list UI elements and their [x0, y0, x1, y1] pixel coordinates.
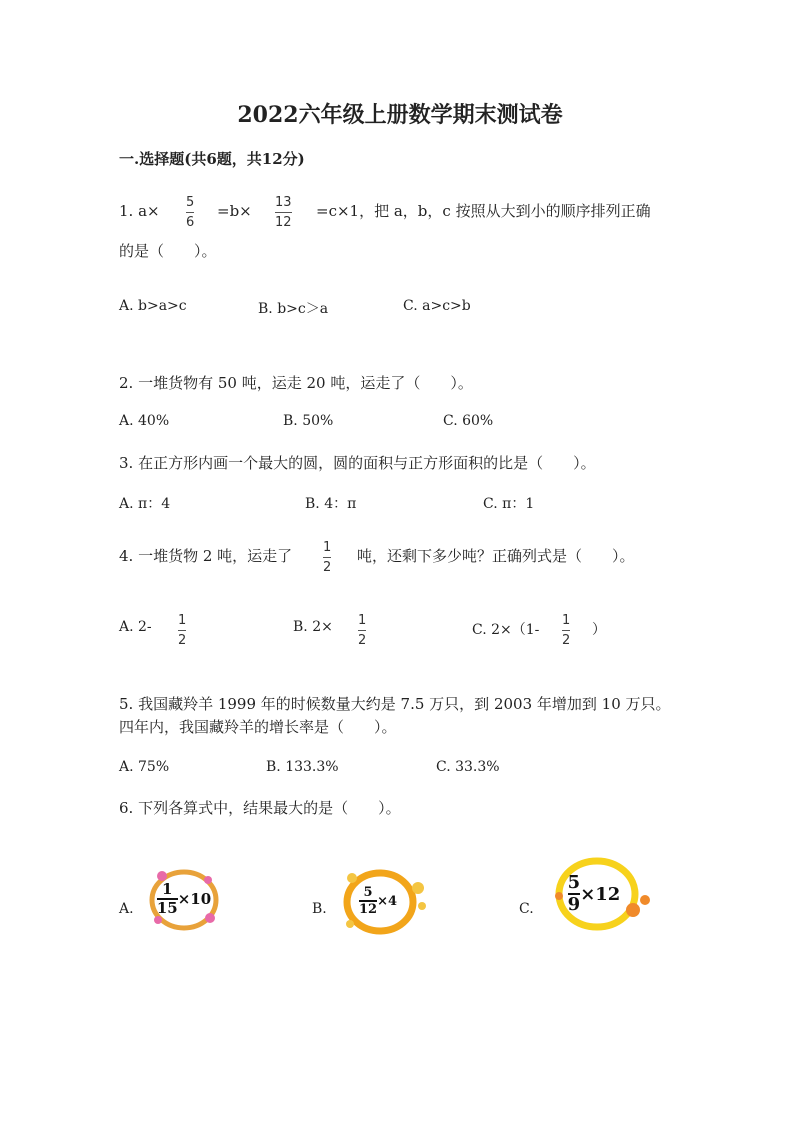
- multiplier: ×12: [580, 883, 621, 905]
- q4-text-part2: 吨，还剩下多少吨？正确列式是（ ）。: [357, 547, 635, 565]
- q6-text: 6. 下列各算式中，结果最大的是（ ）。: [119, 799, 401, 817]
- fraction-den: 15: [156, 899, 178, 917]
- fraction-den: 2: [178, 633, 187, 648]
- q2-option-c[interactable]: C. 60%: [443, 413, 494, 429]
- fraction-den: 2: [358, 633, 367, 648]
- q4-option-c-label: C. 2×（1-: [472, 622, 540, 638]
- fraction-bar: [178, 630, 186, 631]
- q5-option-c[interactable]: C. 33.3%: [436, 759, 500, 775]
- fraction-den: 12: [358, 902, 378, 917]
- page-title: 2022六年级上册数学期末测试卷: [237, 102, 563, 128]
- fraction-num: 5: [567, 872, 581, 893]
- q6-option-b-expression: [332, 866, 432, 936]
- fraction-num: 1: [562, 613, 571, 628]
- q6-option-a[interactable]: A.: [119, 901, 134, 917]
- q4-fraction-num: 1: [323, 540, 332, 555]
- fraction-bar: [275, 212, 292, 213]
- q6-option-a-expression: [146, 866, 222, 932]
- q6-option-c-badge[interactable]: [545, 856, 657, 932]
- fraction-num: 1: [358, 613, 367, 628]
- q1-fraction-2-den: 12: [275, 215, 292, 230]
- q1-option-a[interactable]: A. b>a>c: [119, 298, 187, 314]
- q1-text-part3: =c×1，把 a，b，c 按照从大到小的顺序排列正确: [316, 202, 651, 220]
- q4-fraction-den: 2: [323, 560, 332, 575]
- fraction-den: 9: [567, 894, 581, 915]
- fraction-bar: [562, 630, 570, 631]
- q3-option-c[interactable]: C. π：1: [483, 496, 535, 512]
- q1-option-c[interactable]: C. a>c>b: [403, 298, 471, 314]
- fraction-num: 1: [178, 613, 187, 628]
- q6-option-b-badge[interactable]: [332, 866, 432, 936]
- fraction-num: 5: [363, 885, 373, 900]
- q4-option-c-tail: ）: [592, 622, 606, 638]
- fraction-bar: [358, 630, 366, 631]
- q6-option-c[interactable]: C.: [519, 901, 534, 917]
- q1-fraction-1: [186, 194, 194, 231]
- q4-option-b-label: B. 2×: [293, 619, 333, 635]
- q6-option-a-badge[interactable]: [146, 866, 222, 932]
- q5-option-a[interactable]: A. 75%: [119, 759, 170, 775]
- q2-text: 2. 一堆货物有 50 吨，运走 20 吨，运走了（ ）。: [119, 374, 473, 392]
- q4-text-part1: 4. 一堆货物 2 吨，运走了: [119, 547, 293, 565]
- q4-option-b[interactable]: [293, 619, 333, 635]
- q1-fraction-1-den: 6: [186, 215, 195, 230]
- q4-option-c[interactable]: [472, 619, 539, 639]
- fraction-num: 1: [162, 880, 173, 898]
- q1-text-line2: 的是（ ）。: [119, 242, 217, 260]
- q4-option-b-fraction: [358, 612, 366, 649]
- q1-fraction-2-num: 13: [275, 195, 292, 210]
- q1-text-part2: =b×: [217, 202, 252, 220]
- fraction-bar: [323, 557, 331, 558]
- q4-option-a[interactable]: [119, 619, 152, 635]
- q3-option-a[interactable]: A. π：4: [119, 496, 171, 512]
- q4-fraction: [323, 539, 331, 576]
- q1-fraction-2: [275, 194, 292, 231]
- q4-option-c-fraction: [562, 612, 570, 649]
- q2-option-a[interactable]: A. 40%: [119, 413, 170, 429]
- q5-text-line1: 5. 我国藏羚羊 1999 年的时候数量大约是 7.5 万只，到 2003 年增加到 10 万只。: [119, 695, 671, 713]
- multiplier: ×4: [377, 893, 398, 909]
- q3-text: 3. 在正方形内画一个最大的圆，圆的面积与正方形面积的比是（ ）。: [119, 454, 596, 472]
- fraction-bar: [186, 212, 194, 213]
- q4-option-a-fraction: [178, 612, 186, 649]
- q2-option-b[interactable]: B. 50%: [283, 413, 334, 429]
- section-heading: 一.选择题(共6题，共12分): [119, 150, 305, 168]
- q4-option-a-label: A. 2-: [119, 619, 152, 635]
- multiplier: ×10: [177, 890, 212, 908]
- q1-text-part1: 1. a×: [119, 202, 160, 220]
- q3-option-b[interactable]: B. 4：π: [305, 496, 357, 512]
- q6-option-b[interactable]: B.: [312, 901, 327, 917]
- q5-option-b[interactable]: B. 133.3%: [266, 759, 339, 775]
- q6-option-c-expression: [545, 856, 657, 932]
- q5-text-line2: 四年内，我国藏羚羊的增长率是（ ）。: [119, 718, 397, 736]
- q1-option-b[interactable]: B. b>c＞a: [258, 301, 329, 317]
- fraction-den: 2: [562, 633, 571, 648]
- q1-fraction-1-num: 5: [186, 195, 195, 210]
